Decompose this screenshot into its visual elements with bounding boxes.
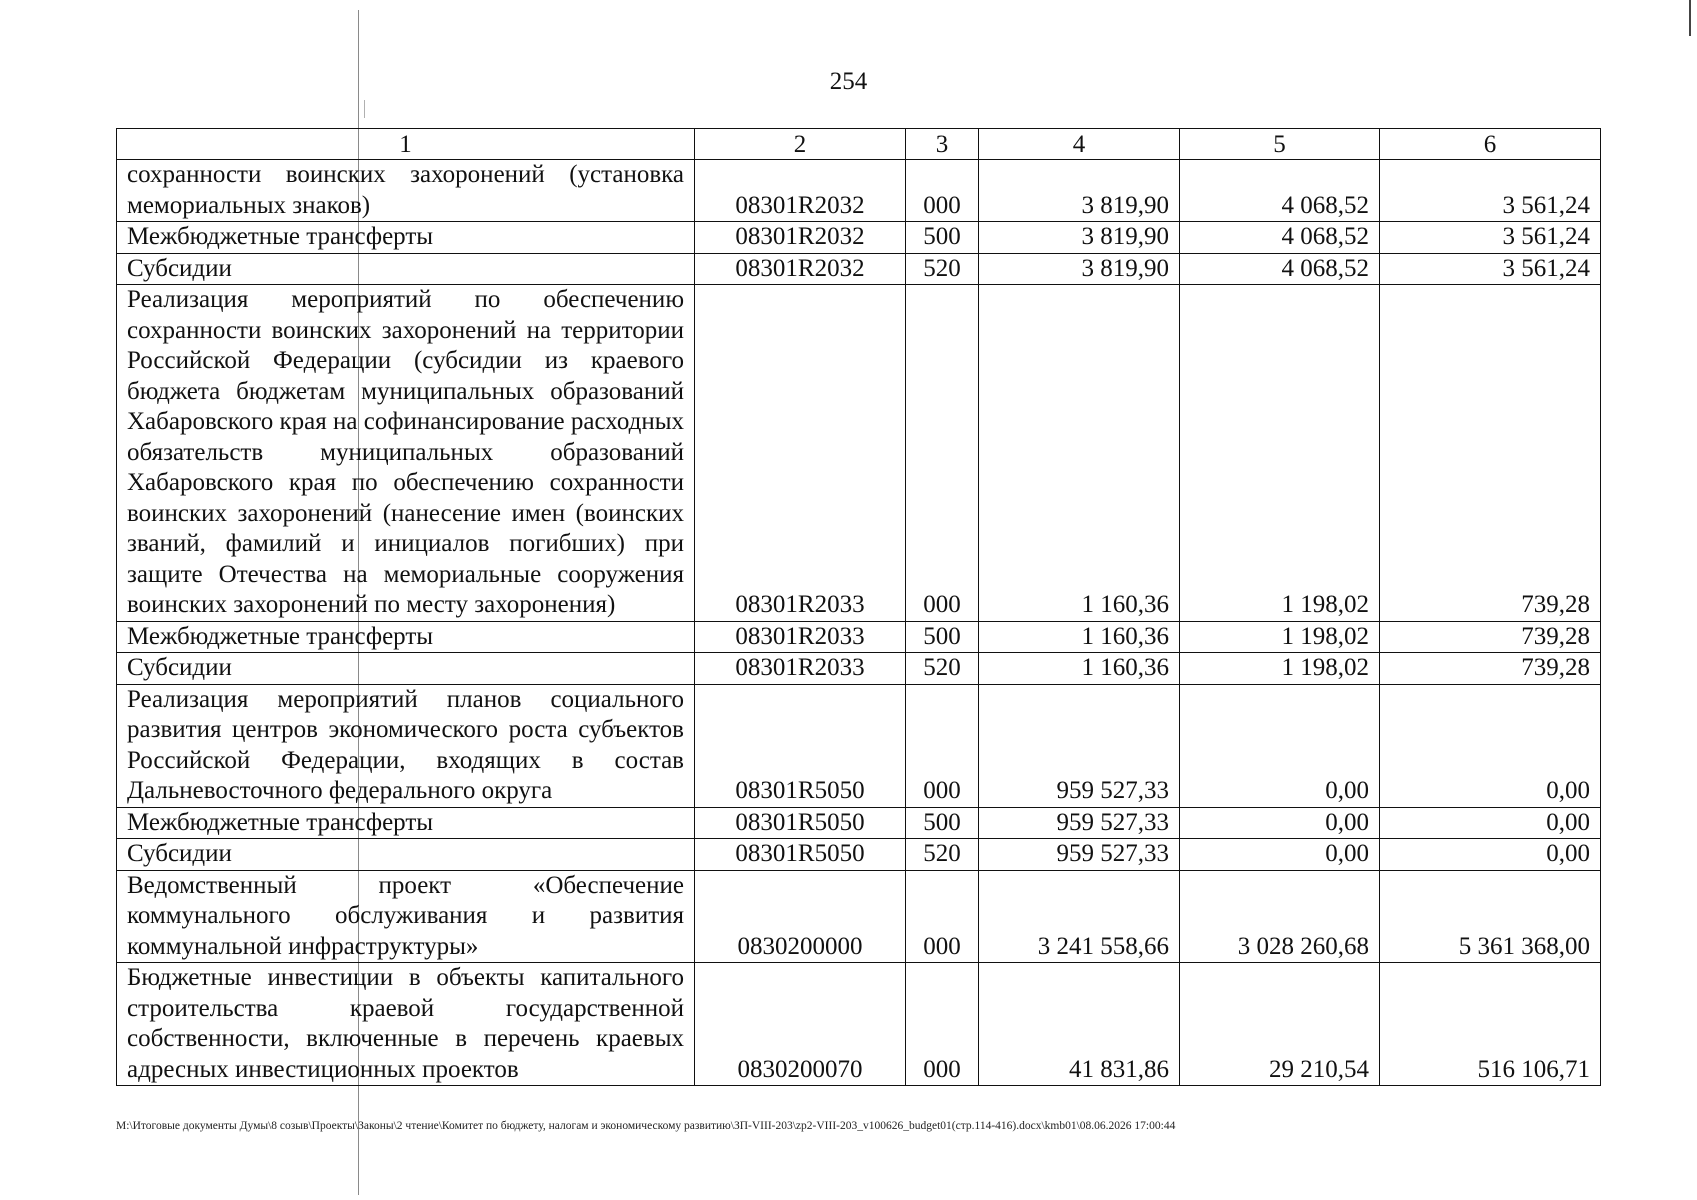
row-description: Межбюджетные трансферты [117, 807, 695, 839]
row-expense-type: 520 [906, 653, 979, 685]
row-target-code: 08301R5050 [695, 807, 906, 839]
row-description: Субсидии [117, 653, 695, 685]
row-amount-col4: 959 527,33 [979, 807, 1180, 839]
row-amount-col4: 41 831,86 [979, 963, 1180, 1086]
row-expense-type: 520 [906, 253, 979, 285]
document-file-path: M:\Итоговые документы Думы\8 созыв\Проекты\Законы\2 чтение\Комитет по бюджету, налогам и экономическому развитию\ЗП-VIII-203\zp2-VIII-203_v100626_budget01(стр.114-416).docx\kmb01\08.06.2026 17:00:44 [116, 1120, 1176, 1132]
column-header-5: 5 [1180, 129, 1380, 160]
page-number: 254 [829, 68, 868, 95]
row-target-code: 08301R2032 [695, 160, 906, 222]
row-description: Ведомственный проект «Обеспечение коммунального обслуживания и развития коммунальной инфраструктуры» [117, 870, 695, 963]
column-header-2: 2 [695, 129, 906, 160]
row-amount-col4: 3 819,90 [979, 160, 1180, 222]
budget-table-body [117, 129, 1601, 1086]
column-header-1: 1 [117, 129, 695, 160]
row-amount-col5: 4 068,52 [1180, 222, 1380, 254]
row-target-code: 0830200000 [695, 870, 906, 963]
column-header-4: 4 [979, 129, 1180, 160]
table-row [117, 684, 1601, 807]
table-row [117, 621, 1601, 653]
table-row [117, 807, 1601, 839]
row-amount-col6: 739,28 [1380, 285, 1601, 622]
table-row [117, 653, 1601, 685]
row-expense-type: 500 [906, 807, 979, 839]
row-amount-col4: 959 527,33 [979, 684, 1180, 807]
table-row [117, 160, 1601, 222]
row-amount-col5: 3 028 260,68 [1180, 870, 1380, 963]
row-description: сохранности воинских захоронений (установка мемориальных знаков) [117, 160, 695, 222]
row-description: Межбюджетные трансферты [117, 621, 695, 653]
row-amount-col6: 0,00 [1380, 684, 1601, 807]
row-target-code: 08301R5050 [695, 839, 906, 871]
row-target-code: 0830200070 [695, 963, 906, 1086]
row-target-code: 08301R2033 [695, 285, 906, 622]
column-header-3: 3 [906, 129, 979, 160]
row-amount-col5: 4 068,52 [1180, 253, 1380, 285]
row-expense-type: 500 [906, 621, 979, 653]
row-expense-type: 000 [906, 963, 979, 1086]
row-expense-type: 000 [906, 870, 979, 963]
row-amount-col6: 3 561,24 [1380, 222, 1601, 254]
row-amount-col5: 1 198,02 [1180, 285, 1380, 622]
row-description: Субсидии [117, 839, 695, 871]
row-amount-col4: 3 819,90 [979, 253, 1180, 285]
table-row [117, 870, 1601, 963]
row-amount-col5: 4 068,52 [1180, 160, 1380, 222]
row-description: Реализация мероприятий по обеспечению сохранности воинских захоронений на территории Российской Федерации (субсидии из краевого бюджета бюджетам муниципальных образований Хабаровского края на софинансирование расходных обязательств муниципальных образований Хабаровского края по обеспечению сохранности воинских захоронений (нанесение имен (воинских званий, фамилий и инициалов погибших) при защите Отечества на мемориальные сооружения воинских захоронений по месту захоронения) [117, 285, 695, 622]
table-row [117, 253, 1601, 285]
row-amount-col6: 3 561,24 [1380, 253, 1601, 285]
row-target-code: 08301R2032 [695, 253, 906, 285]
row-description: Субсидии [117, 253, 695, 285]
row-expense-type: 000 [906, 160, 979, 222]
row-amount-col6: 739,28 [1380, 653, 1601, 685]
header-row [117, 129, 1601, 160]
row-target-code: 08301R2033 [695, 653, 906, 685]
row-amount-col4: 959 527,33 [979, 839, 1180, 871]
row-amount-col6: 5 361 368,00 [1380, 870, 1601, 963]
row-description: Межбюджетные трансферты [117, 222, 695, 254]
row-target-code: 08301R2033 [695, 621, 906, 653]
row-description: Бюджетные инвестиции в объекты капитального строительства краевой государственной собственности, включенные в перечень краевых адресных инвестиционных проектов [117, 963, 695, 1086]
column-header-6: 6 [1380, 129, 1601, 160]
row-target-code: 08301R5050 [695, 684, 906, 807]
row-amount-col6: 0,00 [1380, 807, 1601, 839]
scan-artifact-tick [364, 100, 365, 118]
row-amount-col4: 1 160,36 [979, 285, 1180, 622]
row-target-code: 08301R2032 [695, 222, 906, 254]
row-amount-col6: 516 106,71 [1380, 963, 1601, 1086]
row-expense-type: 000 [906, 684, 979, 807]
row-expense-type: 500 [906, 222, 979, 254]
row-amount-col4: 1 160,36 [979, 621, 1180, 653]
budget-table [116, 128, 1601, 1086]
table-row [117, 963, 1601, 1086]
row-amount-col5: 1 198,02 [1180, 653, 1380, 685]
row-amount-col4: 3 241 558,66 [979, 870, 1180, 963]
scan-corner-mark [1689, 0, 1691, 36]
row-amount-col5: 0,00 [1180, 807, 1380, 839]
row-amount-col4: 3 819,90 [979, 222, 1180, 254]
row-amount-col5: 0,00 [1180, 839, 1380, 871]
row-amount-col5: 1 198,02 [1180, 621, 1380, 653]
row-description: Реализация мероприятий планов социального развития центров экономического роста субъектов Российской Федерации, входящих в состав Дальневосточного федерального округа [117, 684, 695, 807]
row-amount-col6: 739,28 [1380, 621, 1601, 653]
row-amount-col5: 0,00 [1180, 684, 1380, 807]
row-expense-type: 520 [906, 839, 979, 871]
row-amount-col6: 3 561,24 [1380, 160, 1601, 222]
table-row [117, 839, 1601, 871]
row-amount-col6: 0,00 [1380, 839, 1601, 871]
table-row [117, 222, 1601, 254]
row-expense-type: 000 [906, 285, 979, 622]
row-amount-col4: 1 160,36 [979, 653, 1180, 685]
table-row [117, 285, 1601, 622]
row-amount-col5: 29 210,54 [1180, 963, 1380, 1086]
